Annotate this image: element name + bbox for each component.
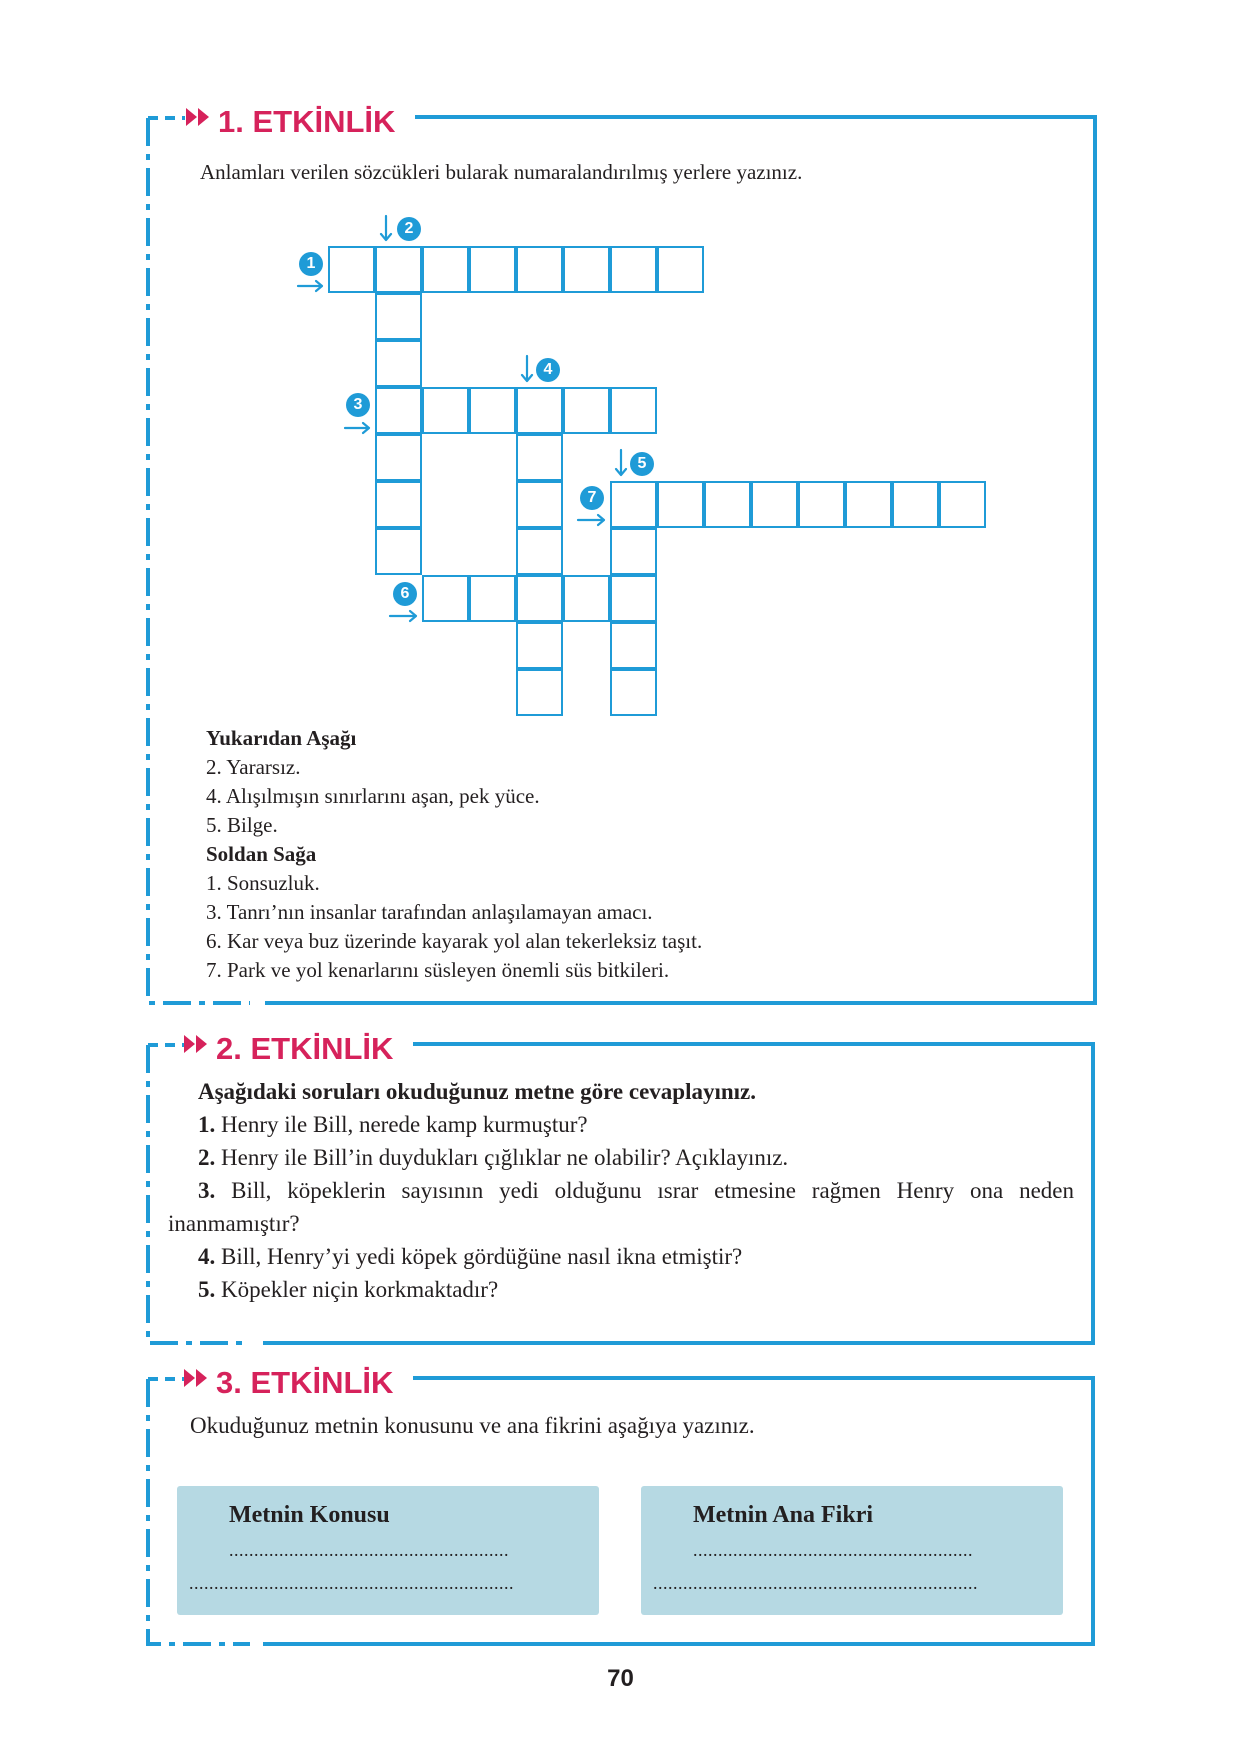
activity-2-title: 2. ETKİNLİK <box>216 1031 394 1066</box>
activity-2-instruction: Aşağıdaki soruları okuduğunuz metne göre cevaplayınız. <box>198 1079 757 1104</box>
across-clue: 3. Tanrı’nın insanlar tarafından anlaşılamayan amacı. <box>206 900 653 924</box>
question-5: 5. Köpekler niçin korkmaktadır? <box>198 1277 499 1302</box>
main-idea-answer-line[interactable]: ................................................................. <box>653 1573 978 1593</box>
across-clue: 1. Sonsuzluk. <box>206 871 320 895</box>
double-arrow-icon <box>184 1035 210 1053</box>
double-arrow-icon <box>184 1369 210 1387</box>
main-idea-card <box>641 1486 1063 1615</box>
clue-number-3: 3 <box>346 393 370 417</box>
across-clue: 7. Park ve yol kenarlarını süsleyen önemli süs bitkileri. <box>206 958 670 982</box>
down-clue: 2. Yararsız. <box>206 755 301 779</box>
down-clue: 4. Alışılmışın sınırlarını aşan, pek yüce. <box>206 784 540 808</box>
activity-3-title: 3. ETKİNLİK <box>216 1365 394 1400</box>
main-idea-card-title: Metnin Ana Fikri <box>693 1502 874 1528</box>
question-3-continued: inanmamıştır? <box>168 1211 300 1236</box>
question-3: 3. Bill, köpeklerin sayısının yedi olduğunu ısrar etmesine rağmen Henry ona neden <box>198 1178 1074 1203</box>
main-idea-answer-line[interactable]: ........................................................ <box>693 1540 973 1560</box>
topic-answer-line[interactable]: ................................................................. <box>189 1573 514 1593</box>
clue-number-4: 4 <box>536 358 560 382</box>
down-clue: 5. Bilge. <box>206 813 278 837</box>
across-clues-heading: Soldan Sağa <box>206 842 317 866</box>
clue-number-5: 5 <box>630 452 654 476</box>
direction-arrows <box>0 0 1241 760</box>
across-clue: 6. Kar veya buz üzerinde kayarak yol alan tekerleksiz taşıt. <box>206 929 703 953</box>
clue-number-6: 6 <box>393 582 417 606</box>
activity-1-title: 1. ETKİNLİK <box>218 104 396 139</box>
topic-card-title: Metnin Konusu <box>229 1502 390 1528</box>
question-1: 1. Henry ile Bill, nerede kamp kurmuştur? <box>198 1112 588 1137</box>
question-2: 2. Henry ile Bill’in duydukları çığlıklar ne olabilir? Açıklayınız. <box>198 1145 789 1170</box>
activity-1-instruction: Anlamları verilen sözcükleri bularak numaralandırılmış yerlere yazınız. <box>200 160 803 184</box>
topic-card <box>177 1486 599 1615</box>
clue-number-7: 7 <box>580 486 604 510</box>
activity-3-instruction: Okuduğunuz metnin konusunu ve ana fikrini aşağıya yazınız. <box>190 1413 755 1438</box>
down-clues-heading: Yukarıdan Aşağı <box>206 726 357 750</box>
clue-number-1: 1 <box>299 252 323 276</box>
topic-answer-line[interactable]: ........................................................ <box>229 1540 509 1560</box>
question-4: 4. Bill, Henry’yi yedi köpek gördüğüne nasıl ikna etmiştir? <box>198 1244 743 1269</box>
clue-number-2: 2 <box>397 217 421 241</box>
page-number: 70 <box>607 1665 634 1692</box>
